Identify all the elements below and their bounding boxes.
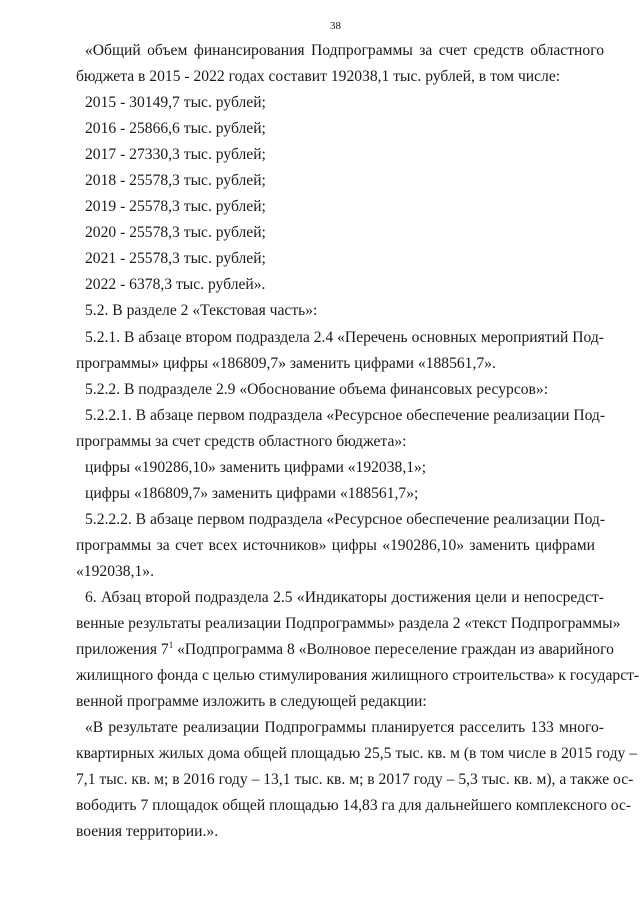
- text-line: программы» цифры «186809,7» заменить цифрами «188561,7».: [76, 355, 496, 372]
- text-line-with-superscript: [76, 637, 614, 663]
- text-line: цифры «190286,10» заменить цифрами «192038,1»;: [85, 459, 427, 476]
- text-line: 2017 - 27330,3 тыс. рублей;: [85, 146, 266, 163]
- page-number: 38: [330, 20, 341, 32]
- text-line: 5.2.2. В подразделе 2.9 «Обоснование объема финансовых ресурсов»:: [85, 381, 549, 398]
- text-line: 5.2. В разделе 2 «Текстовая часть»:: [85, 302, 318, 319]
- text-line: вободить 7 площадок общей площадью 14,83 га для дальнейшего комплексного ос-: [76, 797, 632, 814]
- text-segment: приложения 7: [76, 641, 169, 658]
- text-line: программы за счет средств областного бюджета»:: [76, 433, 407, 450]
- text-line: венные результаты реализации Подпрограммы» раздела 2 «текст Подпрограммы»: [76, 615, 621, 632]
- text-line: «192038,1».: [76, 563, 154, 580]
- text-line: программы за счет всех источников» цифры «190286,10» заменить цифрами: [76, 537, 595, 554]
- superscript: 1: [168, 639, 174, 650]
- text-line: «Общий объем финансирования Подпрограммы за счет средств областного: [85, 42, 604, 59]
- text-line: 7,1 тыс. кв. м; в 2016 году – 13,1 тыс. кв. м; в 2017 году – 5,3 тыс. кв. м), а также ос-: [76, 771, 634, 788]
- text-line: 2019 - 25578,3 тыс. рублей;: [85, 198, 266, 215]
- text-line: 2016 - 25866,6 тыс. рублей;: [85, 120, 266, 137]
- text-line: цифры «186809,7» заменить цифрами «188561,7»;: [85, 485, 419, 502]
- text-line: 5.2.2.1. В абзаце первом подраздела «Ресурсное обеспечение реализации Под-: [85, 407, 606, 424]
- text-line: 2015 - 30149,7 тыс. рублей;: [85, 94, 266, 111]
- text-line: 2022 - 6378,3 тыс. рублей».: [85, 276, 266, 293]
- text-line: венной программе изложить в следующей редакции:: [76, 693, 427, 710]
- text-line: 2018 - 25578,3 тыс. рублей;: [85, 172, 266, 189]
- text-line: бюджета в 2015 - 2022 годах составит 192038,1 тыс. рублей, в том числе:: [76, 68, 561, 85]
- text-line: 2020 - 25578,3 тыс. рублей;: [85, 224, 266, 241]
- text-line: 5.2.1. В абзаце втором подраздела 2.4 «Перечень основных мероприятий Под-: [85, 329, 604, 346]
- text-line: 2021 - 25578,3 тыс. рублей;: [85, 250, 266, 267]
- text-line: жилищного фонда с целью стимулирования жилищного строительства» к государст-: [76, 667, 640, 684]
- text-line: 5.2.2.2. В абзаце первом подраздела «Ресурсное обеспечение реализации Под-: [85, 511, 606, 528]
- text-line: квартирных жилых дома общей площадью 25,5 тыс. кв. м (в том числе в 2015 году –: [76, 745, 638, 762]
- text-segment: «Подпрограмма 8 «Волновое переселение граждан из аварийного: [173, 641, 614, 658]
- text-line: воения территории.».: [76, 823, 219, 840]
- text-line: 6. Абзац второй подраздела 2.5 «Индикаторы достижения цели и непосредст-: [85, 589, 604, 606]
- text-line: «В результате реализации Подпрограммы планируется расселить 133 много-: [85, 719, 604, 736]
